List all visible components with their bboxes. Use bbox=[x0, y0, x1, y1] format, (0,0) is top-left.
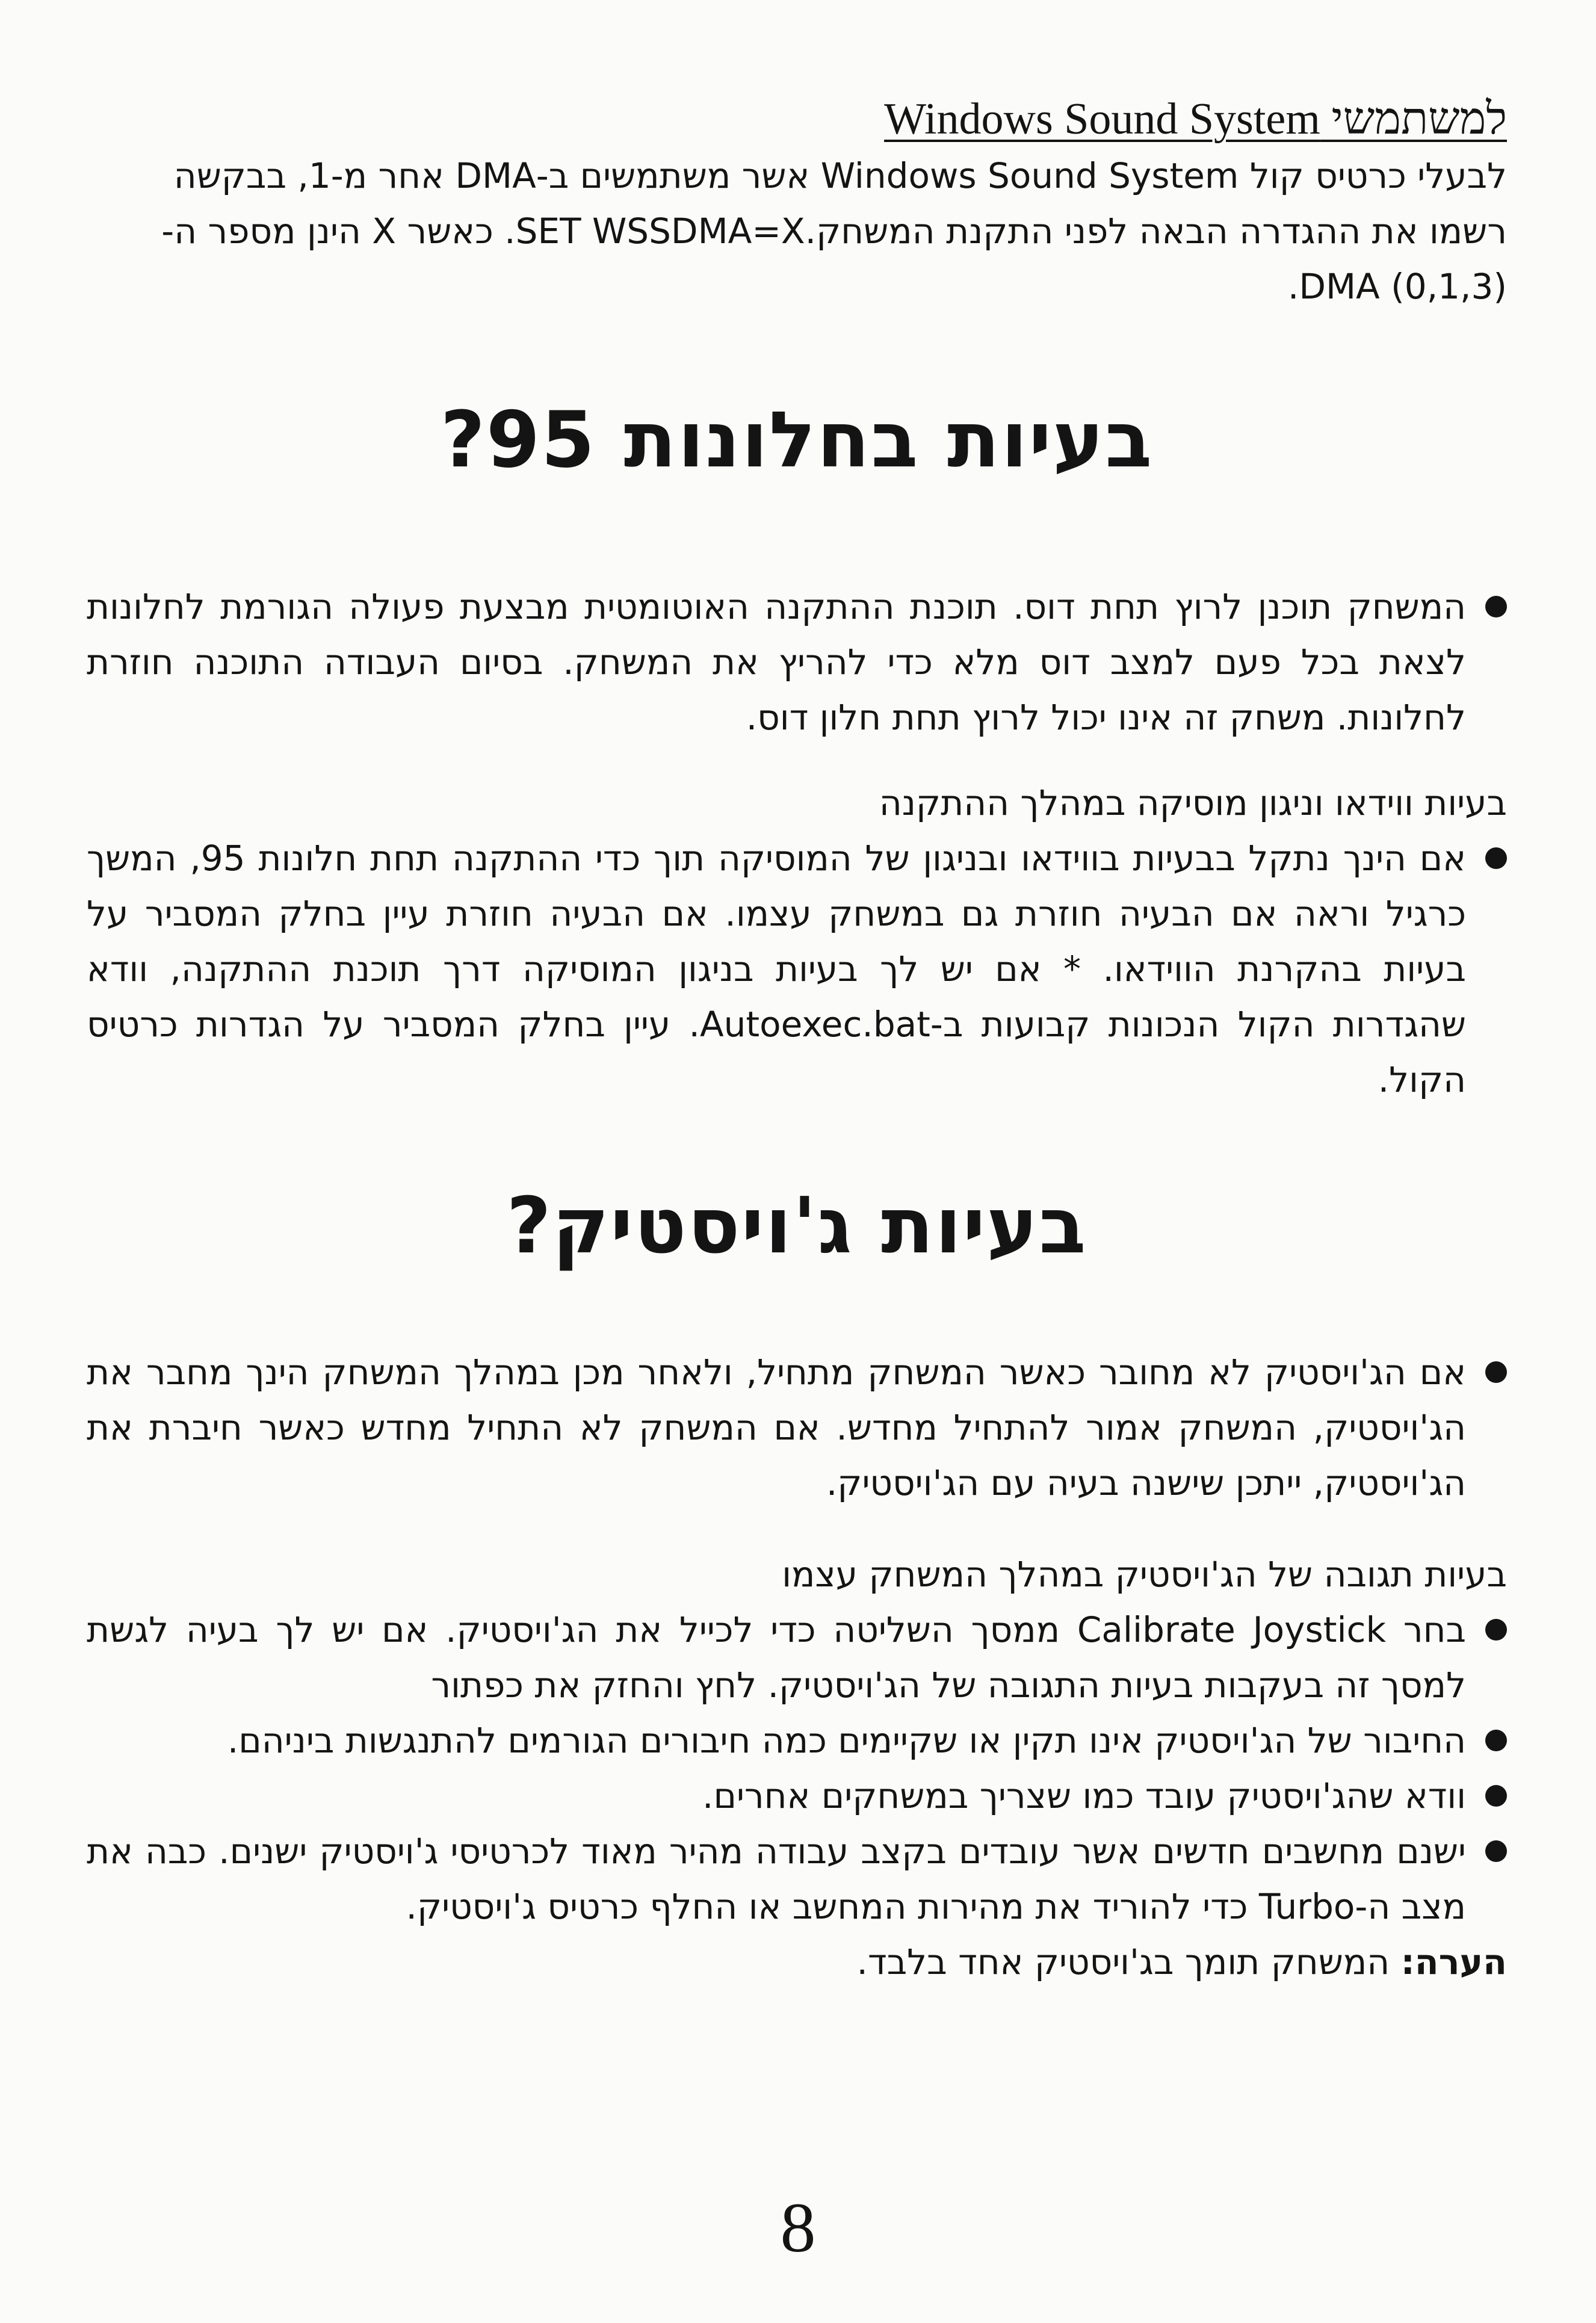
wss-heading: למשתמשי Windows Sound System bbox=[884, 94, 1507, 144]
joystick-section-title: בעיות ג'ויסטיק? bbox=[506, 1181, 1087, 1271]
joystick-bullet-turbo bbox=[87, 1823, 1507, 1934]
windows95-bullet-video-music bbox=[87, 831, 1507, 1107]
note-text: המשחק תומך בג'ויסטיק אחד בלבד. bbox=[856, 1941, 1401, 1982]
bullet-text: ישנם מחשבים חדשים אשר עובדים בקצב עבודה מהיר מאוד לכרטיסי ג'ויסטיק ישנים. כבה את מצב ה-Turbo כדי להוריד את מהירות המחשב או החלף כרטיס ג'ויסטיק. bbox=[87, 1831, 1466, 1927]
bullet-text: וודא שהג'ויסטיק עובד כמו שצריך במשחקים אחרים. bbox=[702, 1775, 1466, 1816]
windows95-section-title: בעיות בחלונות 95? bbox=[440, 395, 1154, 485]
bullet-text: אם הינך נתקל בבעיות בווידאו ובניגון של המוסיקה תוך כדי ההתקנה תחת חלונות 95, המשך כרגיל וראה אם הבעיה חוזרת גם במשחק עצמו. אם הבעיה חוזרת עיין בחלק המסביר על בעיות בהקרנת הווידאו. * אם יש לך בעיות בניגון המוסיקה דרך תוכנת ההתקנה, וודא שהגדרות הקול הנכונות קבועות ב-Autoexec.bat. עיין בחלק המסביר על הגדרות כרטיס הקול. bbox=[87, 838, 1466, 1100]
joystick-bullet-connection bbox=[87, 1344, 1507, 1511]
bullet-text: החיבור של הג'ויסטיק אינו תקין או שקיימים כמה חיבורים הגורמים להתנגשות ביניהם. bbox=[227, 1720, 1466, 1761]
joystick-bullet-calibrate bbox=[87, 1602, 1507, 1713]
bullet-text: אם הג'ויסטיק לא מחובר כאשר המשחק מתחיל, ולאחר מכן במהלך המשחק הינך מחבר את הג'ויסטיק, המשחק אמור להתחיל מחדש. אם המשחק לא התחיל מחדש כאשר חיברת את הג'ויסטיק, ייתכן שישנה בעיה עם הג'ויסטיק. bbox=[87, 1352, 1466, 1503]
bullet-text: המשחק תוכנן לרוץ תחת דוס. תוכנת ההתקנה האוטומטית מבצעת פעולה הגורמת לחלונות לצאת בכל פעם למצב דוס מלא כדי להריץ את המשחק. בסיום העבודה התוכנה חוזרת לחלונות. משחק זה אינו יכול לרוץ תחת חלון דוס. bbox=[87, 586, 1466, 738]
bullet-icon bbox=[1485, 1619, 1507, 1641]
joystick-response-subheading: בעיות תגובה של הג'ויסטיק במהלך המשחק עצמו bbox=[782, 1554, 1507, 1595]
joystick-note bbox=[87, 1934, 1507, 1990]
page-number: 8 bbox=[780, 2188, 816, 2267]
bullet-icon bbox=[1485, 847, 1507, 869]
page-content bbox=[87, 90, 1507, 1990]
joystick-bullet-other-games bbox=[87, 1768, 1507, 1823]
bullet-icon bbox=[1485, 1730, 1507, 1751]
note-label: הערה: bbox=[1400, 1941, 1507, 1982]
video-music-subheading: בעיות ווידאו וניגון מוסיקה במהלך ההתקנה bbox=[879, 782, 1507, 823]
bullet-text: בחר Calibrate Joystick ממסך השליטה כדי לכייל את הג'ויסטיק. אם יש לך בעיה לגשת למסך זה בעקבות בעיות התגובה של הג'ויסטיק. לחץ והחזק את כפתור bbox=[87, 1609, 1466, 1706]
windows95-bullet-dos bbox=[87, 579, 1507, 745]
bullet-icon bbox=[1485, 1785, 1507, 1807]
bullet-icon bbox=[1485, 596, 1507, 617]
bullet-icon bbox=[1485, 1361, 1507, 1383]
bullet-icon bbox=[1485, 1840, 1507, 1862]
wss-intro-paragraph: לבעלי כרטיס קול Windows Sound System אשר משתמשים ב-DMA אחר מ-1, בבקשה רשמו את ההגדרה הבאה לפני התקנת המשחק.SET WSSDMA=X. כאשר X הינן מספר ה-DMA (0,1,3). bbox=[161, 155, 1507, 307]
joystick-bullet-conflict bbox=[87, 1713, 1507, 1768]
